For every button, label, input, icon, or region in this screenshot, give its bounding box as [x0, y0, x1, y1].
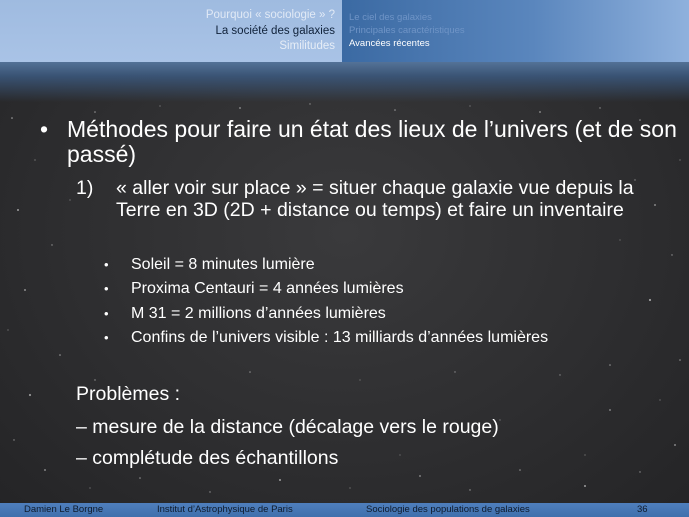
- footer-author: Damien Le Borgne: [24, 504, 104, 515]
- problems-title: Problèmes :: [76, 383, 181, 405]
- footer-page-number: 36: [637, 504, 648, 515]
- nav-section-pourquoi[interactable]: Pourquoi « sociologie » ?: [205, 9, 335, 21]
- nav-section-similitudes[interactable]: Similitudes: [279, 40, 335, 52]
- sub-bullet-marker: •: [104, 281, 109, 296]
- nav-section-societe[interactable]: La société des galaxies: [215, 24, 335, 37]
- sub-bullet-marker: •: [104, 330, 109, 345]
- numbered-item-text: « aller voir sur place » = situer chaque galaxie vue depuis la Terre en 3D (2D + distance ou temps) et faire un inventaire: [116, 177, 634, 221]
- problem-item: – complétude des échantillons: [76, 447, 339, 469]
- sub-bullet-text: Soleil = 8 minutes lumière: [131, 256, 315, 273]
- main-bullet-text: Méthodes pour faire un état des lieux de l’univers (et de son passé): [67, 116, 677, 167]
- numbered-marker: 1): [76, 177, 94, 199]
- sub-bullet-text: Confins de l’univers visible : 13 milliards d’années lumières: [131, 329, 549, 346]
- problem-item: – mesure de la distance (décalage vers le rouge): [76, 416, 499, 438]
- nav-subsection-caracteristiques[interactable]: Principales caractéristiques: [349, 25, 465, 36]
- footer-institute: Institut d’Astrophysique de Paris: [157, 504, 293, 515]
- sub-bullet-text: Proxima Centauri = 4 années lumières: [131, 280, 404, 297]
- footer-talk-title: Sociologie des populations de galaxies: [366, 504, 530, 515]
- sub-bullet-text: M 31 = 2 millions d’années lumières: [131, 305, 386, 322]
- nav-subsection-avancees[interactable]: Avancées récentes: [349, 38, 430, 49]
- sub-bullet-marker: •: [104, 306, 109, 321]
- nav-subsection-ciel[interactable]: Le ciel des galaxies: [349, 12, 432, 23]
- footer-bar: [0, 503, 689, 517]
- sub-bullet-marker: •: [104, 257, 109, 272]
- bullet-marker: •: [40, 116, 49, 142]
